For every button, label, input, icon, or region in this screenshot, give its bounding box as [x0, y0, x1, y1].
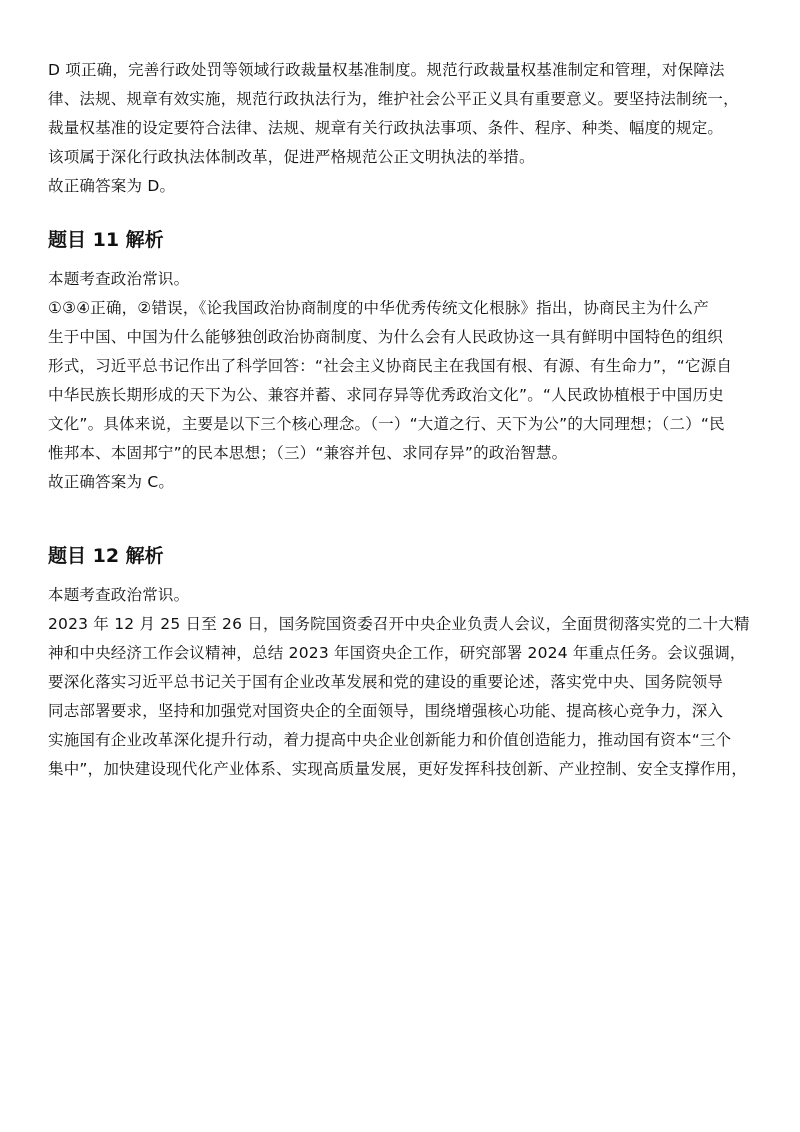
text-line: 文化”。具体来说，主要是以下三个核心理念。（一）“大道之行、天下为公”的大同理想；（二）“民: [48, 415, 725, 433]
document-page: [48, 56, 760, 784]
answer-line: 故正确答案为 D。: [48, 177, 176, 195]
text-line: 集中”，加快建设现代化产业体系、实现高质量发展，更好发挥科技创新、产业控制、安全支撑作用，: [48, 760, 748, 778]
text-line: 该项属于深化行政执法体制改革，促进严格规范公正文明执法的举措。: [48, 148, 535, 166]
text-line: 中华民族长期形成的天下为公、兼容并蓄、求同存异等优秀政治文化”。“人民政协植根于中国历史: [48, 386, 724, 404]
text-line: 律、法规、规章有效实施，规范行政执法行为，维护社会公平正义具有重要意义。要坚持法制统一，: [48, 90, 739, 108]
answer-line: 故正确答案为 C。: [48, 473, 175, 491]
text-line: 神和中央经济工作会议精神，总结 2023 年国资央企工作，研究部署 2024 年重点任务。会议强调，: [48, 644, 746, 662]
q12-heading: 题目 12 解析: [48, 545, 164, 567]
q11-paragraph: [48, 265, 760, 497]
text-line: 2023 年 12 月 25 日至 26 日，国务院国资委召开中央企业负责人会议，全面贯彻落实党的二十大精: [48, 615, 750, 633]
text-line: ①③④正确，②错误，《论我国政治协商制度的中华优秀传统文化根脉》指出，协商民主为什么产: [48, 299, 709, 317]
section-d-paragraph: [48, 56, 760, 201]
text-line: 生于中国、中国为什么能够独创政治协商制度、为什么会有人民政协这一具有鲜明中国特色的组织: [48, 328, 724, 346]
text-line: 形式，习近平总书记作出了科学回答：“社会主义协商民主在我国有根、有源、有生命力”，“它源自: [48, 357, 733, 375]
text-line: D 项正确，完善行政处罚等领域行政裁量权基准制度。规范行政裁量权基准制定和管理，对保障法: [48, 61, 725, 79]
text-line: 裁量权基准的设定要符合法律、法规、规章有关行政执法事项、条件、程序、种类、幅度的规定。: [48, 119, 724, 137]
intro-line: 本题考查政治常识。: [48, 270, 190, 288]
q12-paragraph: [48, 581, 760, 784]
text-line: 同志部署要求，坚持和加强党对国资央企的全面领导，围绕增强核心功能、提高核心竞争力，深入: [48, 702, 724, 720]
text-line: 实施国有企业改革深化提升行动，着力提高中央企业创新能力和价值创造能力，推动国有资本“三个: [48, 731, 732, 749]
text-line: 惟邦本、本固邦宁”的民本思想；（三）“兼容并包、求同存异”的政治智慧。: [48, 444, 568, 462]
q11-heading: 题目 11 解析: [48, 229, 164, 251]
intro-line: 本题考查政治常识。: [48, 586, 190, 604]
text-line: 要深化落实习近平总书记关于国有企业改革发展和党的建设的重要论述，落实党中央、国务院领导: [48, 673, 724, 691]
